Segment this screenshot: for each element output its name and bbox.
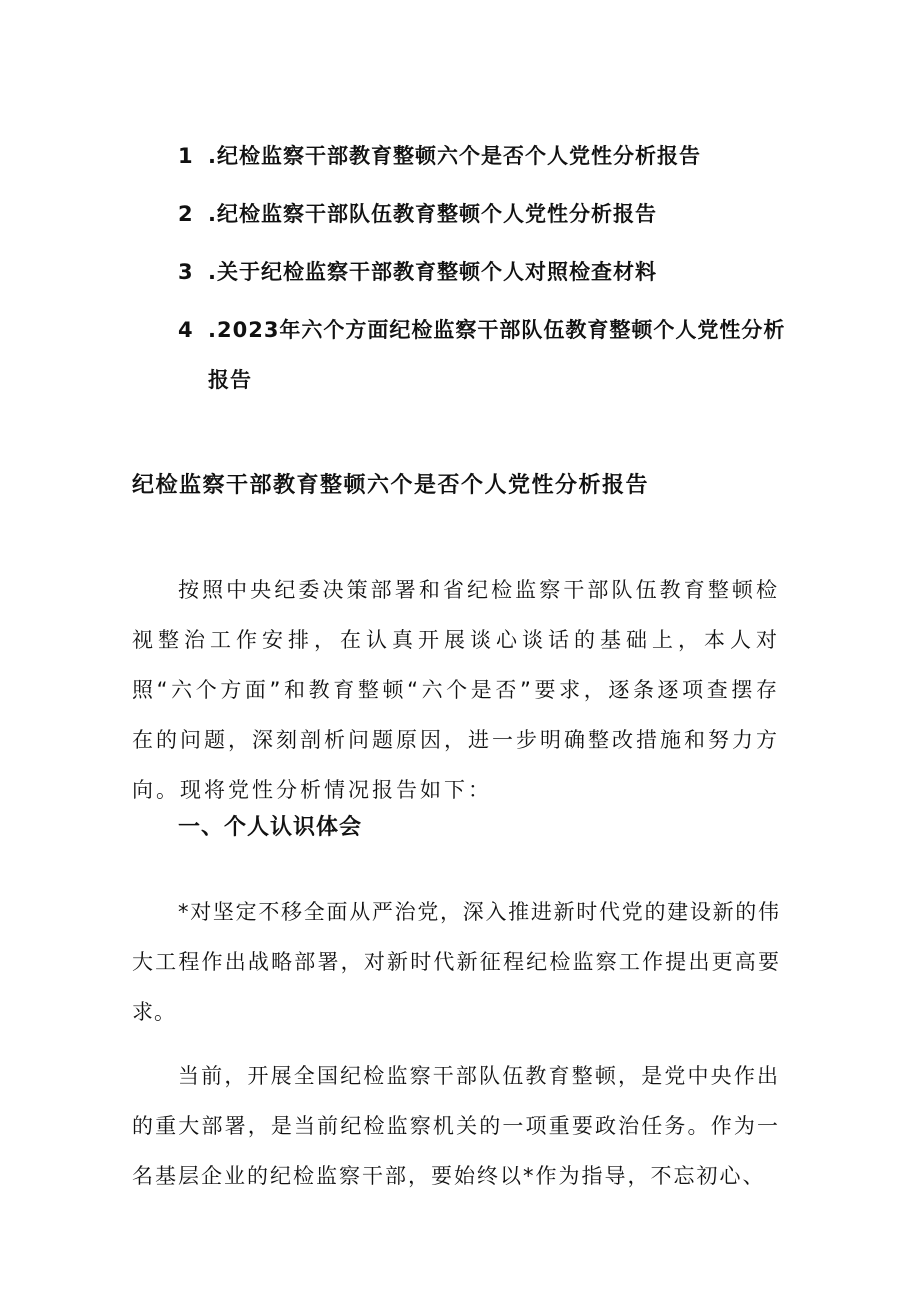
toc-item-number: 2 [178, 202, 194, 226]
toc-item [178, 138, 798, 174]
toc-item [178, 312, 798, 405]
toc-item-number: 1 [178, 144, 194, 168]
toc-item [178, 196, 798, 232]
body-paragraph: 当前，开展全国纪检监察干部队伍教育整顿，是党中央作出的重大部署，是当前纪检监察机关的一项重要政治任务。作为一名基层企业的纪检监察干部，要始终以*作为指导，不忘初心、 [132, 1064, 780, 1188]
intro-paragraph: 按照中央纪委决策部署和省纪检监察干部队伍教育整顿检视整治工作安排，在认真开展谈心谈话的基础上，本人对照“六个方面”和教育整顿“六个是否”要求，逐条逐项查摆存在的问题，深刻剖析问题原因，进一步明确整改措施和努力方向。现将党性分析情况报告如下： [132, 578, 780, 802]
toc-item-text: .纪检监察干部教育整顿六个是否个人党性分析报告 [208, 144, 701, 168]
toc-item-number: 3 [178, 260, 194, 284]
table-of-contents [178, 138, 798, 405]
toc-item-number: 4 [178, 318, 194, 342]
toc-item-text: .2023年六个方面纪检监察干部队伍教育整顿个人党性分析报告 [208, 318, 786, 392]
toc-item-text: .纪检监察干部队伍教育整顿个人党性分析报告 [208, 202, 657, 226]
body-paragraph: *对坚定不移全面从严治党，深入推进新时代党的建设新的伟大工程作出战略部署，对新时代新征程纪检监察工作提出更高要求。 [132, 900, 780, 1024]
toc-item-text: .关于纪检监察干部教育整顿个人对照检查材料 [208, 260, 657, 284]
toc-item [178, 254, 798, 290]
section-heading: 一、个人认识体会 [178, 815, 363, 840]
document-title: 纪检监察干部教育整顿六个是否个人党性分析报告 [132, 473, 650, 498]
